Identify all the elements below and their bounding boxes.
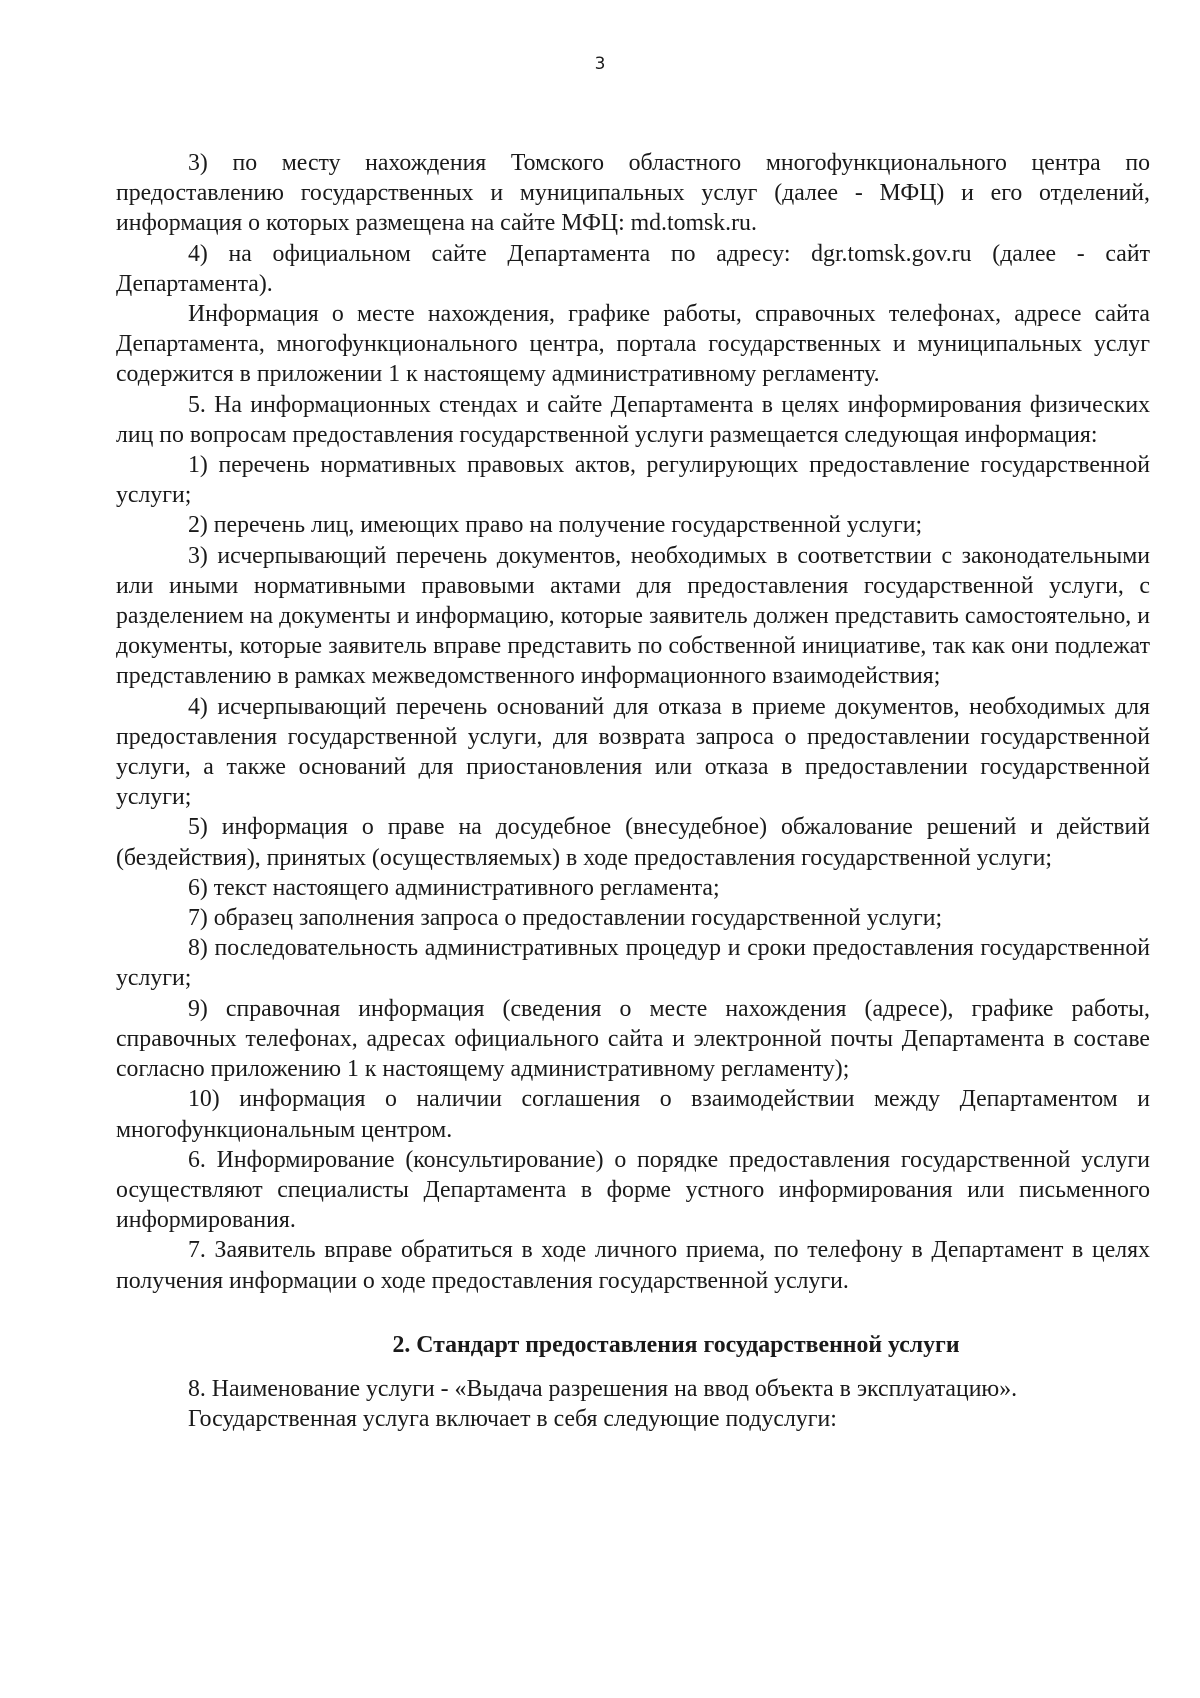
list-item: 9) справочная информация (сведения о месте нахождения (адресе), графике работы, справочных телефонах, адресах официального сайта и электронной почты Департамента в составе согласно приложению 1 к настоящему административному регламенту); — [116, 995, 1150, 1083]
list-item: 5) информация о праве на досудебное (внесудебное) обжалование решений и действий (бездействия), принятых (осуществляемых) в ходе предоставления государственной услуги; — [116, 814, 1150, 871]
list-item: 10) информация о наличии соглашения о взаимодействии между Департаментом и многофункциональным центром. — [116, 1086, 1150, 1143]
paragraph: 8. Наименование услуги - «Выдача разрешения на ввод объекта в эксплуатацию». — [188, 1375, 1018, 1402]
list-item: 7) образец заполнения запроса о предоставлении государственной услуги; — [188, 905, 943, 932]
list-item: 8) последовательность административных процедур и сроки предоставления государственной услуги; — [116, 935, 1150, 992]
paragraph: Информация о месте нахождения, графике работы, справочных телефонах, адресе сайта Департамента, многофункционального центра, портала государственных и муниципальных услуг содержится в приложении 1 к настоящему административному регламенту. — [116, 301, 1150, 388]
page-number: 3 — [594, 54, 606, 74]
paragraph: 7. Заявитель вправе обратиться в ходе личного приема, по телефону в Департамент в целях получения информации о ходе предоставления государственной услуги. — [116, 1237, 1150, 1294]
list-item: 3) исчерпывающий перечень документов, необходимых в соответствии с законодательными или иными нормативными правовыми актами для предоставления государственной услуги, с разделением на документы и информацию, которые заявитель должен представить самостоятельно, и документы, которые заявитель вправе представить по собственной инициативе, так как они подлежат представлению в рамках межведомственного информационного взаимодействия; — [116, 542, 1150, 690]
list-item: 1) перечень нормативных правовых актов, регулирующих предоставление государственной услуги; — [116, 452, 1150, 509]
paragraph: 3) по месту нахождения Томского областного многофункционального центра по предоставлению государственных и муниципальных услуг (далее - МФЦ) и его отделений, информация о которых размещена на сайте МФЦ: md.tomsk.ru. — [116, 150, 1150, 237]
paragraph: Государственная услуга включает в себя следующие подуслуги: — [188, 1405, 837, 1432]
list-item: 2) перечень лиц, имеющих право на получение государственной услуги; — [188, 512, 923, 539]
paragraph: 4) на официальном сайте Департамента по адресу: dgr.tomsk.gov.ru (далее - сайт Департамента). — [116, 240, 1150, 297]
paragraph: 5. На информационных стендах и сайте Департамента в целях информирования физических лиц по вопросам предоставления государственной услуги размещается следующая информация: — [116, 391, 1150, 448]
list-item: 6) текст настоящего административного регламента; — [188, 874, 720, 901]
document-body — [116, 148, 1150, 1434]
section-heading: 2. Стандарт предоставления государственной услуги — [392, 1331, 960, 1358]
list-item: 4) исчерпывающий перечень оснований для отказа в приеме документов, необходимых для предоставления государственной услуги, для возврата запроса о предоставлении государственной услуги, а также оснований для приостановления или отказа в предоставлении государственной услуги; — [116, 693, 1150, 811]
paragraph: 6. Информирование (консультирование) о порядке предоставления государственной услуги осуществляют специалисты Департамента в форме устного информирования или письменного информирования. — [116, 1146, 1150, 1234]
